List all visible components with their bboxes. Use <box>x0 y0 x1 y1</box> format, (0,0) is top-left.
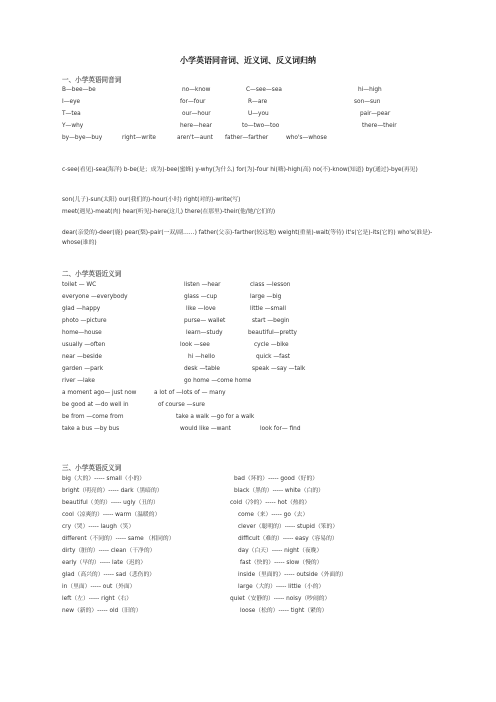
antonym-row <box>62 474 442 484</box>
homophone-pair: son—sun <box>354 99 381 105</box>
antonym-pair: big（大的）----- small（小的） <box>62 476 146 482</box>
antonym-pair: cool（凉爽的）----- warm（温暖的） <box>62 512 161 518</box>
synonym-pair: glad —happy <box>62 306 101 312</box>
synonym-pair: hi —hello <box>188 354 215 360</box>
homophone-paragraph: son(儿子)-sun(太阳) our(我们的)-hour(小时) right(对的)-write(写) <box>62 197 241 203</box>
homophone-pair: U—you <box>248 111 269 117</box>
synonym-pair: desk —table <box>184 366 220 372</box>
homophone-pair: our—hour <box>182 111 211 117</box>
synonym-pair: purse— wallet <box>184 318 226 324</box>
synonym-pair: a lot of —lots of — many <box>154 390 226 396</box>
antonym-pair: bad（坏的）----- good（好的） <box>234 476 319 482</box>
synonym-row <box>62 400 442 410</box>
antonym-row <box>62 486 442 496</box>
antonym-pair: large（大的）----- little（小的） <box>238 584 325 590</box>
synonym-pair: of course —sure <box>158 402 205 408</box>
synonym-pair: little —small <box>250 306 287 312</box>
synonym-row <box>62 352 442 362</box>
synonym-pair: be good at —do well in <box>62 402 129 408</box>
synonym-pair: river —lake <box>62 378 95 384</box>
antonym-pair: difficult（难的）----- easy（容易的） <box>238 536 338 542</box>
antonym-row <box>62 510 442 520</box>
homophone-pair: pair—pear <box>360 111 391 117</box>
synonym-pair: look for— find <box>260 426 301 432</box>
synonym-pair: be from —come from <box>62 414 124 420</box>
antonym-pair: different（不同的）----- same （相同的） <box>62 536 175 542</box>
synonym-pair: large —big <box>250 294 282 300</box>
antonym-pair: cold（冷的）----- hot（热的） <box>230 500 311 506</box>
synonym-row <box>62 424 442 434</box>
homophone-row <box>62 85 442 95</box>
synonym-pair: would like —want <box>180 426 231 432</box>
antonym-pair: dirty（脏的）----- clean（干净的） <box>62 548 156 554</box>
synonym-pair: home—house <box>62 330 102 336</box>
homophone-pair: no—know <box>182 87 211 93</box>
synonym-pair: learn—study <box>186 330 223 336</box>
synonym-row <box>62 340 442 350</box>
antonym-pair: glad（高兴的）----- sad（悲伤的） <box>62 572 156 578</box>
antonyms-heading: 三、小学英语反义词 <box>62 464 122 472</box>
homophone-pair: C—see—sea <box>246 87 282 93</box>
antonym-pair: early（早的）----- late（迟的） <box>62 560 147 566</box>
homophone-row <box>62 133 442 143</box>
homophone-paragraph: dear(亲爱的)-deer(鹿) pear(梨)-pair(一双/副……) father(父亲)-farther(较远地) weight(重量)-wait(等待) it's(它是)-its(它的) who's(谁是)-whose(谁的) <box>62 230 433 246</box>
synonym-row <box>62 304 442 314</box>
synonym-pair: listen —hear <box>184 282 221 288</box>
synonym-pair: beautiful—pretty <box>248 330 297 336</box>
homophone-pair: by—bye—buy <box>62 135 103 141</box>
homophone-pair: Y—why <box>62 123 84 129</box>
synonym-pair: start —begin <box>252 318 290 324</box>
homophones-heading: 一、小学英语同音词 <box>62 76 122 84</box>
synonym-pair: glass —cup <box>184 294 218 300</box>
synonym-pair: take a bus —by bus <box>62 426 120 432</box>
homophone-pair: here—hear <box>180 123 213 129</box>
antonym-pair: clever（聪明的）----- stupid（笨的） <box>238 524 339 530</box>
synonym-pair: usually —often <box>62 342 106 348</box>
synonyms-heading: 二、小学英语近义词 <box>62 270 122 278</box>
document-title: 小学英语同音词、近义词、反义词归纳 <box>180 56 316 65</box>
synonym-pair: speak —say —talk <box>252 366 306 372</box>
synonym-row <box>62 364 442 374</box>
synonym-row <box>62 412 442 422</box>
homophone-pair: hi—high <box>358 87 382 93</box>
synonym-pair: like —love <box>186 306 216 312</box>
antonym-pair: black（黑的）----- white（白的） <box>234 488 324 494</box>
synonym-pair: quick —fast <box>256 354 291 360</box>
synonym-pair: photo —picture <box>62 318 107 324</box>
homophone-pair: T—tea <box>62 111 81 117</box>
synonym-pair: toilet — WC <box>62 282 97 288</box>
homophone-pair: to—two—too <box>242 123 280 129</box>
homophone-pair: aren't—aunt <box>177 135 213 141</box>
synonym-pair: class —lesson <box>250 282 291 288</box>
antonym-row <box>62 534 442 544</box>
synonym-pair: look —see <box>180 342 210 348</box>
synonym-row <box>62 280 442 290</box>
antonym-pair: in（里面）----- out（外面） <box>62 584 136 590</box>
synonym-row <box>62 376 442 386</box>
antonym-row <box>62 546 442 556</box>
antonym-pair: quiet（安静的）----- noisy（吵闹的） <box>230 596 331 602</box>
antonym-row <box>62 570 442 580</box>
antonym-row <box>62 522 442 532</box>
homophone-pair: B—bee—be <box>62 87 96 93</box>
synonym-row <box>62 292 442 302</box>
synonym-pair: near —beside <box>62 354 102 360</box>
antonym-row <box>62 558 442 568</box>
homophone-row <box>62 97 442 107</box>
homophone-pair: who's—whose <box>286 135 327 141</box>
synonym-pair: a moment ago— just now <box>62 390 137 396</box>
antonym-pair: bright（明亮的）----- dark（黑暗的） <box>62 488 163 494</box>
antonym-row <box>62 582 442 592</box>
antonym-pair: left（左）----- right（右） <box>62 596 133 602</box>
antonym-pair: day（白天）----- night（夜晚） <box>238 548 323 554</box>
antonym-pair: loose（松的）----- tight（紧的） <box>240 608 328 614</box>
synonym-pair: everyone —everybody <box>62 294 128 300</box>
homophone-paragraph: meet(遇见)-meat(肉) hear(听见)-here(这儿) there(在那里)-their(他/她/它们的) <box>62 209 276 215</box>
synonym-pair: garden —park <box>62 366 104 372</box>
synonym-row <box>62 328 442 338</box>
homophone-paragraph: c-see(看见)-sea(海洋) b-be(是；成为)-bee(蜜蜂) y-why(为什么) for(为)-four hi(嗨)-high(高) no(不)-know(知道) by(通过)-bye(再见) <box>62 167 418 173</box>
homophone-row <box>62 109 442 119</box>
synonym-pair: go home —come home <box>184 378 252 384</box>
synonym-row <box>62 316 442 326</box>
homophone-pair: R—are <box>248 99 268 105</box>
homophone-pair: father—farther <box>225 135 269 141</box>
homophone-pair: there—their <box>362 123 397 129</box>
antonym-row <box>62 606 442 616</box>
synonym-pair: cycle —bike <box>254 342 289 348</box>
antonym-pair: cry（哭）----- laugh（笑） <box>62 524 135 530</box>
synonym-row <box>62 388 442 398</box>
antonym-pair: beautiful（美的）----- ugly（丑的） <box>62 500 159 506</box>
antonym-pair: inside（里面的）----- outside（外面的） <box>238 572 347 578</box>
antonym-row <box>62 594 442 604</box>
antonym-row <box>62 498 442 508</box>
antonym-pair: new（新的）----- old（旧的） <box>62 608 142 614</box>
homophone-pair: I—eye <box>62 99 81 105</box>
homophone-pair: right—write <box>122 135 156 141</box>
homophone-row <box>62 121 442 131</box>
antonym-pair: fast（快的）----- slow（慢的） <box>240 560 323 566</box>
antonym-pair: come（来）----- go（去） <box>238 512 309 518</box>
homophone-pair: for—four <box>180 99 206 105</box>
synonym-pair: take a walk —go for a walk <box>176 414 255 420</box>
